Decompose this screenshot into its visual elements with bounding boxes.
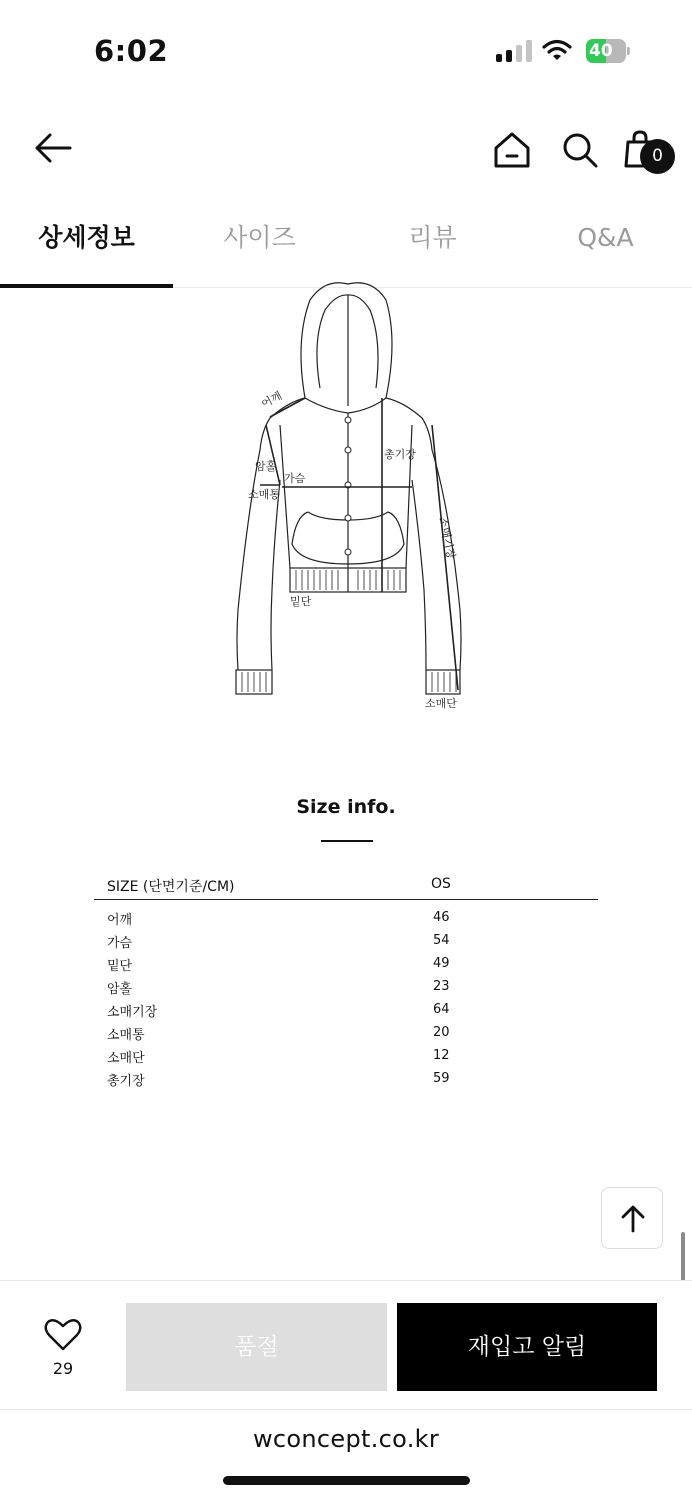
size-row [94,1066,598,1089]
active-tab-indicator [0,284,173,288]
hoodie-measurement-illustration [200,280,500,720]
heart-icon [34,1317,92,1353]
scroll-to-top-button[interactable] [601,1187,663,1249]
size-row-label: 암홀 [107,982,133,997]
search-button[interactable] [558,128,602,172]
tab-qna[interactable]: Q&A [577,223,634,252]
size-row-value: 20 [433,1025,450,1040]
size-header-value: OS [431,876,451,892]
search-icon [558,128,602,172]
size-row-value: 46 [433,910,450,925]
size-row-value: 59 [433,1071,450,1086]
size-row-value: 54 [433,933,450,948]
label-sleeve-width: 소매통 [248,488,280,501]
back-button[interactable] [30,128,76,168]
like-count: 29 [52,1359,74,1378]
size-row-label: 밑단 [107,959,133,974]
label-hem: 밑단 [290,595,312,608]
size-row-value: 64 [433,1002,450,1017]
status-time: 6:02 [94,34,169,68]
label-chest: 가슴 [284,472,306,485]
purchase-bar [0,1280,692,1410]
size-row-value: 23 [433,979,450,994]
size-info-title: Size info. [296,796,396,818]
tab-detail[interactable]: 상세정보 [38,223,135,252]
size-row [94,1043,598,1066]
browser-url[interactable]: wconcept.co.kr [252,1425,439,1453]
size-header-label: SIZE (단면기준/CM) [107,879,235,895]
label-cuff: 소매단 [425,697,457,710]
size-row-label: 총기장 [107,1074,145,1089]
size-row-value: 12 [433,1048,450,1063]
product-tabs [0,200,692,288]
home-indicator [223,1476,470,1485]
status-bar [0,0,692,100]
size-info-divider [321,840,373,842]
size-table [94,874,598,1089]
size-guide-diagram [200,280,500,720]
size-row [94,997,598,1020]
label-armhole: 암홀 [255,460,277,473]
like-button[interactable] [34,1317,92,1381]
size-row-label: 소매기장 [107,1005,158,1020]
label-shoulder: 어깨 [259,389,285,411]
soldout-button[interactable]: 품절 [126,1303,387,1391]
tab-review[interactable]: 리뷰 [408,223,457,252]
size-row-value: 49 [433,956,450,971]
size-table-header [94,874,598,900]
home-icon [490,128,534,172]
wifi-icon [542,38,572,62]
label-total-length: 총기장 [384,448,416,461]
cellular-signal-icon [496,40,532,62]
size-row-label: 어깨 [107,913,133,928]
arrow-left-icon [30,128,76,168]
size-row [94,951,598,974]
size-row [94,1020,598,1043]
cart-button[interactable] [620,128,678,188]
size-row [94,928,598,951]
size-row [94,974,598,997]
battery-icon [586,39,630,63]
label-sleeve-length: 소매기장 [436,515,458,561]
arrow-up-icon [602,1188,664,1250]
size-row-label: 소매통 [107,1028,145,1043]
cart-count-badge: 0 [640,139,675,174]
restock-alert-button[interactable]: 재입고 알림 [397,1303,657,1391]
top-navigation [0,110,692,190]
size-row [94,905,598,928]
battery-level: 40 [589,41,613,61]
size-row-label: 소매단 [107,1051,145,1066]
home-button[interactable] [490,128,534,172]
tab-size[interactable]: 사이즈 [223,223,296,252]
size-row-label: 가슴 [107,936,133,951]
